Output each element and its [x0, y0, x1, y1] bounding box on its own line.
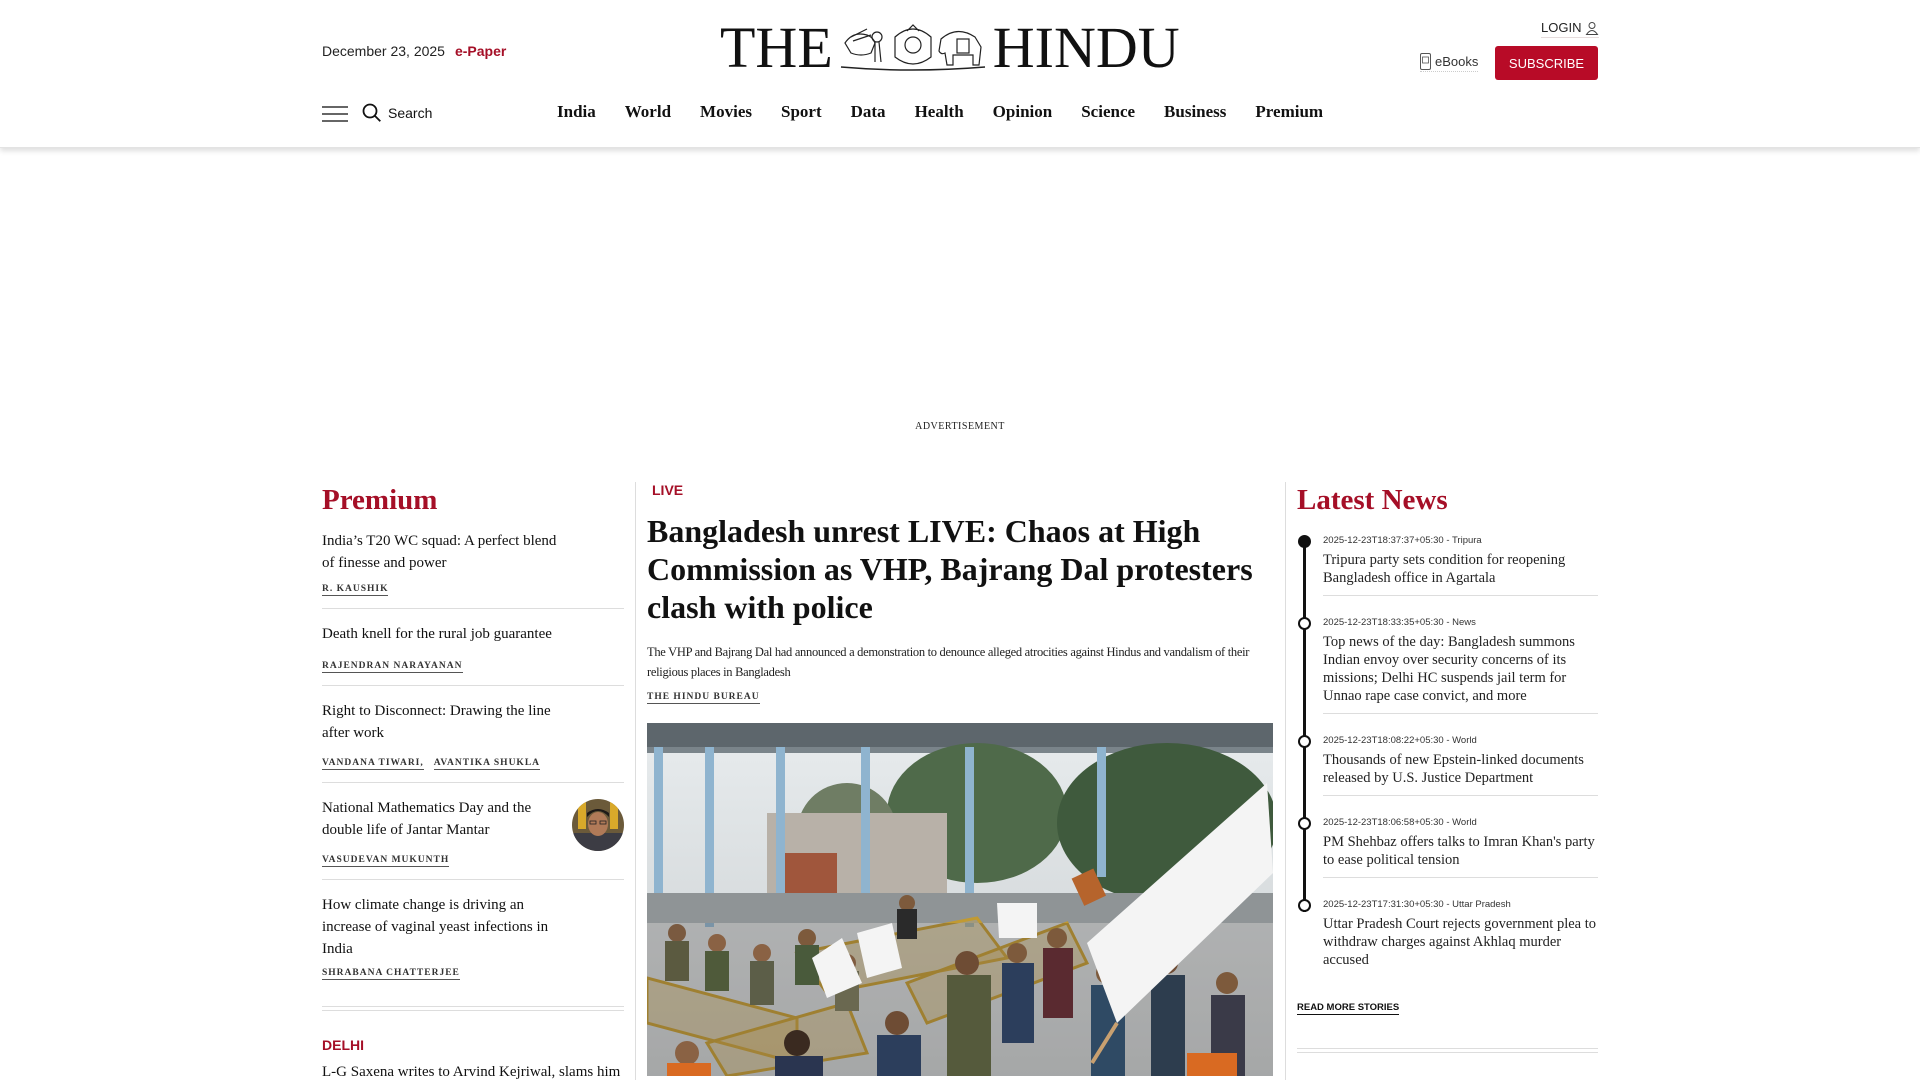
latest-news-item[interactable]	[1297, 898, 1598, 987]
latest-news-item[interactable]	[1297, 534, 1598, 606]
premium-article[interactable]	[322, 520, 624, 609]
timeline-dot-icon	[1298, 617, 1311, 630]
lead-summary: The VHP and Bajrang Dal had announced a demonstration to denounce alleged atrocities against Hindus and vandalism of their religious places in Bangladesh	[647, 645, 1250, 679]
search-label: Search	[388, 105, 433, 121]
article-title[interactable]: India’s T20 WC squad: A perfect blend of finesse and power	[322, 533, 557, 571]
nav-item-data[interactable]: Data	[850, 102, 886, 121]
author-link[interactable]: R. KAUSHIK	[322, 584, 389, 594]
lead-headline[interactable]: Bangladesh unrest LIVE: Chaos at High Commission as VHP, Bajrang Dal protesters clash with police	[647, 513, 1253, 625]
timeline-dot-icon	[1298, 535, 1311, 548]
lead-story	[647, 482, 1273, 704]
login-link[interactable]	[1541, 20, 1599, 38]
ebook-icon	[1420, 53, 1431, 70]
search-button[interactable]	[362, 103, 432, 123]
nav-item-premium[interactable]: Premium	[1255, 102, 1324, 121]
item-title[interactable]: Thousands of new Epstein-linked documents released by U.S. Justice Department	[1323, 752, 1584, 786]
item-title[interactable]: PM Shehbaz offers talks to Imran Khan's party to ease political tension	[1323, 834, 1595, 868]
section-divider	[322, 1006, 624, 1011]
ebooks-link[interactable]	[1420, 53, 1478, 72]
logo-text-hindu: HINDU	[992, 15, 1180, 80]
latest-news-item[interactable]	[1297, 816, 1598, 888]
author-photo	[572, 799, 624, 851]
premium-article[interactable]	[322, 783, 624, 880]
current-date: December 23, 2025	[322, 43, 445, 59]
delhi-section-kicker[interactable]: DELHI	[322, 1037, 364, 1053]
epaper-link[interactable]: e-Paper	[454, 43, 507, 59]
nav-item-opinion[interactable]: Opinion	[992, 102, 1053, 121]
nav-item-movies[interactable]: Movies	[700, 102, 752, 121]
site-logo[interactable]	[720, 15, 1180, 80]
timeline-dot-icon	[1298, 735, 1311, 748]
timeline-dot-icon	[1298, 899, 1311, 912]
latest-news-title: Latest News	[1297, 484, 1448, 516]
nav-item-business[interactable]: Business	[1164, 102, 1227, 121]
main-nav	[557, 102, 1352, 122]
login-label: LOGIN	[1541, 20, 1582, 35]
premium-section	[322, 480, 624, 1080]
column-divider	[635, 482, 636, 1080]
author-link[interactable]: VASUDEVAN MUKUNTH	[322, 855, 450, 865]
advertisement-label: ADVERTISEMENT	[915, 421, 1005, 432]
nav-item-world[interactable]: World	[624, 102, 672, 121]
author-link[interactable]: SHRABANA CHATTERJEE	[322, 968, 460, 978]
protest-photo	[647, 723, 1273, 1076]
premium-article[interactable]	[322, 880, 624, 992]
nav-item-health[interactable]: Health	[914, 102, 964, 121]
article-title[interactable]: Death knell for the rural job guarantee	[322, 626, 552, 642]
read-more-stories-link[interactable]: READ MORE STORIES	[1297, 1002, 1400, 1013]
latest-news-section	[1297, 480, 1598, 1053]
item-timestamp: 2025-12-23T18:37:37+05:30 - Tripura	[1323, 535, 1482, 546]
item-timestamp: 2025-12-23T18:08:22+05:30 - World	[1323, 735, 1477, 746]
logo-emblem-icon	[837, 23, 989, 73]
premium-article[interactable]	[322, 686, 624, 783]
latest-news-item[interactable]	[1297, 616, 1598, 724]
premium-article[interactable]	[322, 609, 624, 686]
item-timestamp: 2025-12-23T17:31:30+05:30 - Uttar Pradesh	[1323, 899, 1511, 910]
item-timestamp: 2025-12-23T18:33:35+05:30 - News	[1323, 617, 1476, 628]
live-badge: LIVE	[652, 482, 684, 498]
author-link[interactable]: VANDANA TIWARI,	[322, 758, 424, 768]
article-title[interactable]: How climate change is driving an increase of vaginal yeast infections in India	[322, 897, 549, 957]
author-link[interactable]: AVANTIKA SHUKLA	[433, 758, 541, 768]
section-divider	[1297, 1048, 1598, 1053]
nav-item-india[interactable]: India	[557, 102, 596, 121]
nav-item-sport[interactable]: Sport	[780, 102, 822, 121]
lead-author-link[interactable]: THE HINDU BUREAU	[647, 692, 760, 702]
site-header	[0, 0, 1920, 148]
latest-news-timeline	[1297, 534, 1598, 987]
timeline-dot-icon	[1298, 817, 1311, 830]
delhi-article-title[interactable]: L-G Saxena writes to Arvind Kejriwal, slams him	[322, 1064, 621, 1080]
author-link[interactable]: RAJENDRAN NARAYANAN	[322, 661, 463, 671]
item-title[interactable]: Uttar Pradesh Court rejects government plea to withdraw charges against Akhlaq murder accused	[1323, 916, 1597, 968]
premium-section-title: Premium	[322, 484, 438, 516]
search-icon	[362, 103, 382, 123]
article-title[interactable]: Right to Disconnect: Drawing the line after work	[322, 703, 551, 741]
hamburger-menu-icon[interactable]	[322, 106, 348, 122]
item-timestamp: 2025-12-23T18:06:58+05:30 - World	[1323, 817, 1477, 828]
logo-text-the: THE	[720, 15, 833, 80]
date-bar	[322, 43, 506, 59]
latest-news-item[interactable]	[1297, 734, 1598, 806]
author-avatar[interactable]	[572, 799, 624, 851]
article-title[interactable]: National Mathematics Day and the double life of Jantar Mantar	[322, 800, 532, 838]
nav-item-science[interactable]: Science	[1081, 102, 1136, 121]
item-title[interactable]: Top news of the day: Bangladesh summons Indian envoy over security concerns of its missions; Delhi HC suspends jail term for Unnao rape case convict, and more	[1323, 634, 1575, 704]
user-icon	[1585, 21, 1599, 35]
column-divider	[1285, 482, 1286, 1080]
lead-image[interactable]	[647, 723, 1273, 1076]
subscribe-button[interactable]: SUBSCRIBE	[1495, 46, 1598, 80]
ebooks-label: eBooks	[1435, 54, 1479, 69]
item-title[interactable]: Tripura party sets condition for reopening Bangladesh office in Agartala	[1323, 552, 1566, 586]
